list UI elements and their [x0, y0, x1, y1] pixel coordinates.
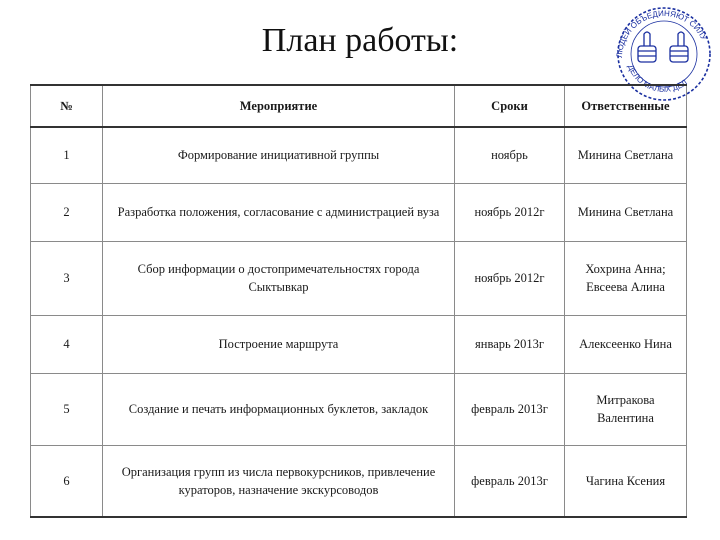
header-due: Сроки	[455, 85, 565, 127]
row-responsible: Хохрина Анна; Евсеева Алина	[565, 241, 687, 315]
left-thumbs-up-icon	[638, 32, 656, 62]
row-event: Создание и печать информационных буклетов, закладок	[103, 373, 455, 445]
row-num: 6	[31, 445, 103, 517]
row-responsible: Алексеенко Нина	[565, 315, 687, 373]
row-num: 3	[31, 241, 103, 315]
row-event: Формирование инициативной группы	[103, 127, 455, 183]
row-num: 5	[31, 373, 103, 445]
row-num: 1	[31, 127, 103, 183]
logo-ring-text-bottom: ДЕЛО МАЛЫХ ДЕЛ	[626, 63, 689, 94]
table-row	[31, 241, 687, 315]
page-title: План работы:	[261, 22, 459, 59]
row-num: 4	[31, 315, 103, 373]
row-event: Организация групп из числа первокурсников, привлечение кураторов, назначение экскурсоводов	[103, 445, 455, 517]
row-num: 2	[31, 183, 103, 241]
header-responsible: Ответственные	[565, 85, 687, 127]
row-event: Построение маршрута	[103, 315, 455, 373]
table-row	[31, 445, 687, 517]
row-responsible: Минина Светлана	[565, 183, 687, 241]
row-responsible: Митракова Валентина	[565, 373, 687, 445]
right-thumbs-up-icon	[670, 32, 688, 62]
row-due: февраль 2013г	[455, 445, 565, 517]
row-due: январь 2013г	[455, 315, 565, 373]
work-plan-table	[30, 84, 687, 518]
row-due: ноябрь	[455, 127, 565, 183]
row-event: Разработка положения, согласование с администрацией вуза	[103, 183, 455, 241]
table-row	[31, 315, 687, 373]
table-row	[31, 183, 687, 241]
row-responsible: Чагина Ксения	[565, 445, 687, 517]
table-row	[31, 127, 687, 183]
row-event: Сбор информации о достопримечательностях города Сыктывкар	[103, 241, 455, 315]
table-row	[31, 373, 687, 445]
svg-text:ЛЮДЕЙ ОБЪЕДИНЯЮТ СИЛУ	[615, 9, 709, 58]
row-due: февраль 2013г	[455, 373, 565, 445]
header-event: Мероприятие	[103, 85, 455, 127]
table-header-row	[31, 85, 687, 127]
logo-ring-text-top: ЛЮДЕЙ ОБЪЕДИНЯЮТ СИЛУ	[614, 8, 709, 59]
row-due: ноябрь 2012г	[455, 241, 565, 315]
header-num: №	[31, 85, 103, 127]
row-due: ноябрь 2012г	[455, 183, 565, 241]
row-responsible: Минина Светлана	[565, 127, 687, 183]
